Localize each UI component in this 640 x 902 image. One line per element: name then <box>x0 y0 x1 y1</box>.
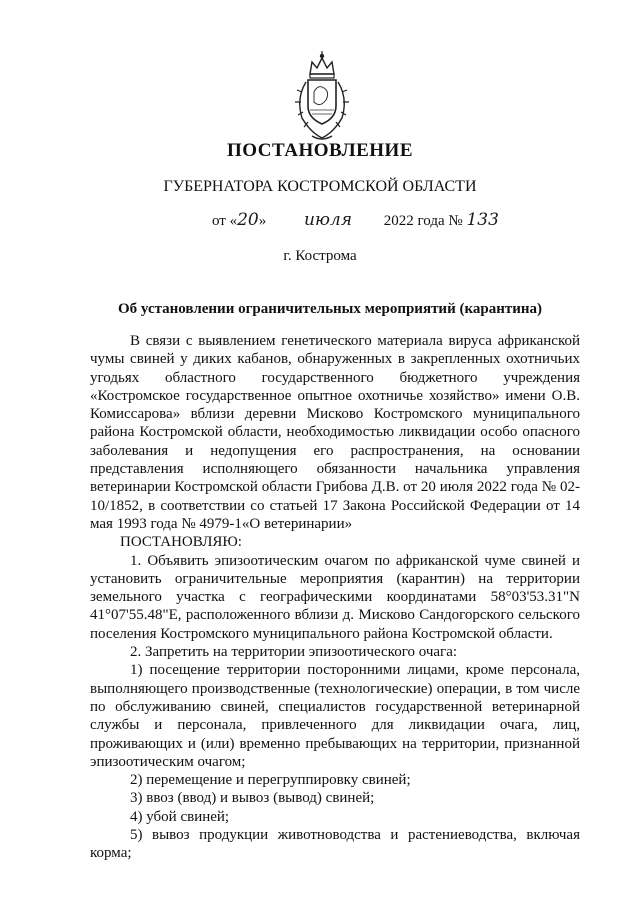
year-text: 2022 года № <box>383 213 463 229</box>
subclause-3: 3) ввоз (ввод) и вывоз (вывод) свиней; <box>130 790 375 807</box>
decree-word: ПОСТАНОВЛЯЮ: <box>120 534 242 551</box>
subclause-5: 5) вывоз продукции животноводства и растениеводства, включая корма; <box>90 827 580 862</box>
clause-1: 1. Объявить эпизоотическим очагом по африканской чуме свиней и установить ограничительные мероприятия (карантин) на территории земельного участка с географическими координатами 58°03'53.31"N 41°07'55.48"E, расположенного вблизи д. Мисково Сандогорского сельского поселения Костромского муниципального района Костромской области. <box>90 552 580 642</box>
subclause-4: 4) убой свиней; <box>130 808 230 825</box>
subclause-2: 2) перемещение и перегруппировку свиней; <box>130 772 411 789</box>
number-handwritten: 133 <box>466 210 499 230</box>
month-handwritten: июля <box>304 210 352 230</box>
document-body <box>90 332 580 863</box>
subclause-1: 1) посещение территории посторонними лицами, кроме персонала, выполняющего производственные (технологические) операции, в том числе по обслуживанию свиней, специалистов государственной ветеринарной службы и персонала, привлеченного для ликвидации очага, лиц, проживающих и (или) временно пребывающих на территории, признанной эпизоотическим очагом; <box>90 662 580 770</box>
document-type-title: ПОСТАНОВЛЕНИЕ <box>226 140 414 161</box>
city-line: г. Кострома <box>283 248 357 264</box>
day-handwritten: 20 <box>237 210 259 230</box>
date-mid: » <box>258 213 267 229</box>
preamble-paragraph: В связи с выявлением генетического материала вируса африканской чумы свиней у диких кабанов, обнаруженных в закрепленных охотничьих угодьях областного государственного бюджетного учреждения «Костромское государственное опытное охотничье хозяйство» имени О.В. Комиссарова» вблизи деревни Мисково Костромского муниципального района Костромской области, необходимостью ликвидации особо опасного заболевания и недопущения его распространения, на основании представления исполняющего обязанности начальника управления ветеринарии Костромской области Грибова Д.В. от 20 июля 2022 года № 02-10/1852, в соответствии со статьей 17 Закона Российской Федерации от 14 мая 1993 года № 4979-1«О ветеринарии» <box>90 333 580 532</box>
issuer-title: ГУБЕРНАТОРА КОСТРОМСКОЙ ОБЛАСТИ <box>163 178 477 195</box>
coat-of-arms-emblem <box>290 48 354 144</box>
date-number-line <box>212 210 499 230</box>
document-heading: Об установлении ограничительных мероприятий (карантина) <box>118 301 543 317</box>
date-prefix: от « <box>212 213 238 229</box>
clause-2: 2. Запретить на территории эпизоотического очага: <box>130 644 458 661</box>
